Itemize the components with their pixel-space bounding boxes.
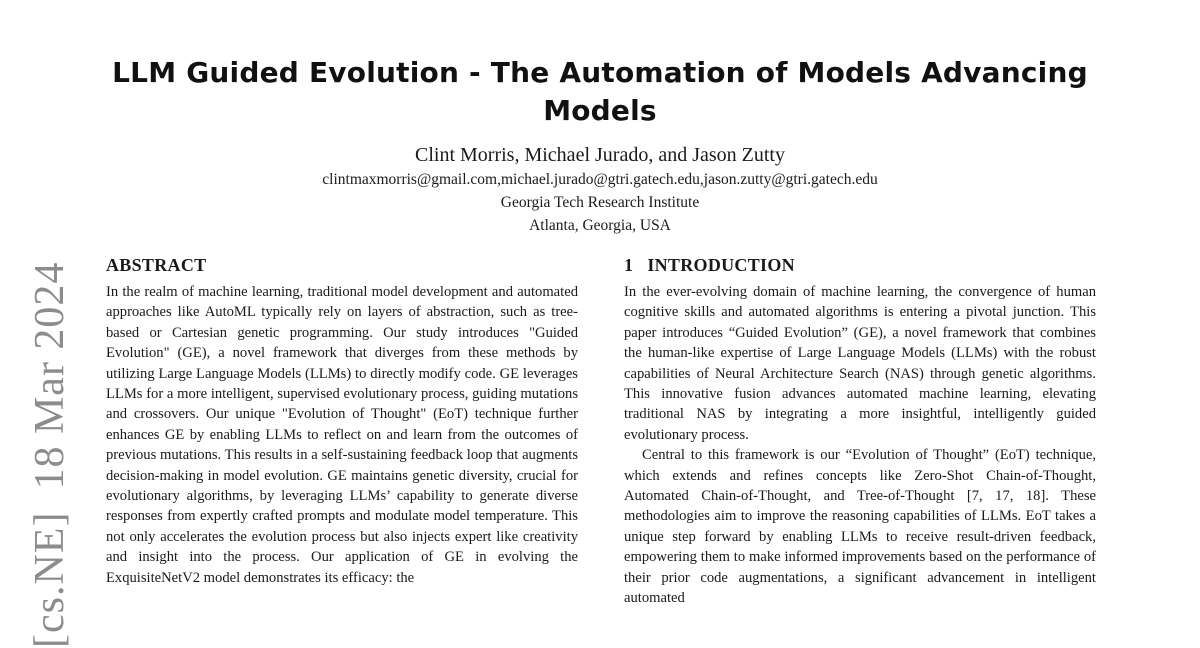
intro-paragraph-2: Central to this framework is our “Evolution of Thought” (EoT) technique, which extends and refines concepts like Zero-Shot Chain-of-Thought, Automated Chain-of-Thought, and Tree-of-Thought [7, 17, 18]. These methodologies aim to improve the reasoning capabilities of LLMs. EoT takes a unique step forward by enabling LLMs to receive result-driven feedback, empowering them to make informed improvements based on the performance of their prior code augmentations, a significant advancement in intelligent automated xyxy=(624,447,1096,607)
introduction-column xyxy=(624,282,1096,648)
arxiv-side-stamp xyxy=(26,240,74,648)
page-title: LLM Guided Evolution - The Automation of Models Advancing Models xyxy=(112,56,1088,127)
arxiv-date: 18 Mar 2024 xyxy=(27,261,73,490)
abstract-heading: ABSTRACT xyxy=(106,255,207,275)
introduction-heading xyxy=(624,254,795,276)
abstract-text: In the realm of machine learning, traditional model development and automated approaches like AutoML typically rely on layers of abstraction, such as tree-based or Cartesian genetic programming. Our study introduces "Guided Evolution" (GE), a novel framework that diverges from these methods by utilizing Large Language Models (LLMs) to directly modify code. GE leverages LLMs for a more intelligent, supervised evolutionary process, guiding mutations and crossovers. Our unique "Evolution of Thought" (EoT) technique further enhances GE by enabling LLMs to reflect on and learn from the outcomes of previous mutations. This results in a self-sustaining feedback loop that augments decision-making in model evolution. GE maintains genetic diversity, crucial for evolutionary algorithms, by leveraging LLMs’ capability to generate diverse responses from expertly crafted prompts and modulate model temperature. This not only accelerates the evolution process but also injects expert like creativity and insight into the process. Our application of GE in evolving the ExquisiteNetV2 model demonstrates its efficacy: the xyxy=(106,284,578,586)
location: Atlanta, Georgia, USA xyxy=(529,217,671,234)
abstract-column xyxy=(106,282,578,648)
author-list: Clint Morris, Michael Jurado, and Jason Zutty xyxy=(415,144,785,166)
author-emails: clintmaxmorris@gmail.com,michael.jurado@gtri.gatech.edu,jason.zutty@gtri.gatech.edu xyxy=(322,171,878,188)
arxiv-category: [cs.NE] xyxy=(27,511,73,648)
intro-paragraph-1: In the ever-evolving domain of machine learning, the convergence of human cognitive skills and automated algorithms is entering a pivotal junction. This paper introduces “Guided Evolution” (GE), a novel framework that combines the human-like expertise of Large Language Models (LLMs) with the robust capabilities of Neural Architecture Search (NAS) through genetic algorithms. This innovative fusion advances automated machine learning, elevating traditional NAS by integrating a more insightful, intelligently guided evolutionary process. xyxy=(624,284,1096,443)
section-title: INTRODUCTION xyxy=(647,255,795,275)
section-number: 1 xyxy=(624,255,634,275)
institution: Georgia Tech Research Institute xyxy=(500,194,700,211)
